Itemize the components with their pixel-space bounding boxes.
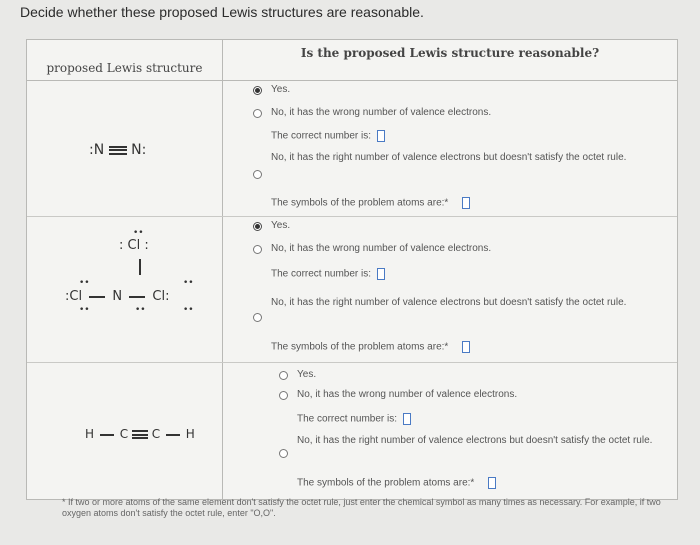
n2-formula bbox=[89, 142, 146, 158]
problem-atoms-row bbox=[271, 341, 470, 353]
table-header bbox=[27, 40, 677, 81]
col-header-structure: proposed Lewis structure bbox=[27, 40, 223, 80]
structure-n2 bbox=[27, 81, 223, 216]
lone-pair-side-right: : bbox=[165, 289, 170, 304]
radio-wrong-count[interactable] bbox=[253, 109, 262, 118]
left-cl-lone-pair-bottom: •• bbox=[79, 305, 90, 315]
top-chlorine bbox=[119, 238, 149, 253]
cl-right-symbol: Cl bbox=[152, 289, 166, 304]
structure-c2h2 bbox=[27, 363, 223, 500]
c2h2-formula bbox=[85, 427, 195, 441]
row-ncl3 bbox=[27, 217, 677, 363]
problem-atoms-label: The symbols of the problem atoms are:* bbox=[297, 477, 475, 489]
option-wrong-count-label: No, it has the wrong number of valence electrons. bbox=[271, 243, 492, 254]
c-right-symbol: C bbox=[151, 427, 161, 441]
problem-atoms-row bbox=[271, 197, 470, 209]
options-ncl3 bbox=[223, 217, 677, 362]
problem-atoms-label: The symbols of the problem atoms are:* bbox=[271, 341, 449, 353]
option-octet-label: No, it has the right number of valence electrons but doesn't satisfy the octet rule. bbox=[297, 435, 653, 446]
option-octet-label: No, it has the right number of valence electrons but doesn't satisfy the octet rule. bbox=[271, 152, 627, 163]
options-c2h2 bbox=[223, 363, 677, 500]
triple-bond-cc bbox=[132, 430, 148, 439]
page-title: Decide whether these proposed Lewis structures are reasonable. bbox=[20, 4, 424, 20]
correct-number-label: The correct number is: bbox=[297, 413, 398, 425]
lone-pair-left: : bbox=[119, 238, 124, 253]
lone-pair-side: : bbox=[65, 289, 70, 304]
n-center-symbol: N bbox=[112, 289, 123, 304]
single-bond-right bbox=[129, 296, 145, 298]
single-bond-left bbox=[89, 296, 105, 298]
ncl-bottom-row bbox=[65, 289, 169, 304]
n2-left-atom: :N bbox=[89, 142, 105, 158]
correct-number-input[interactable] bbox=[403, 413, 411, 425]
option-yes-label: Yes. bbox=[271, 84, 291, 95]
radio-wrong-count[interactable] bbox=[253, 245, 262, 254]
correct-number-input[interactable] bbox=[377, 130, 385, 142]
problem-atoms-input[interactable] bbox=[462, 197, 470, 209]
triple-bond bbox=[109, 146, 127, 155]
option-yes-label: Yes. bbox=[297, 369, 317, 380]
col-header-reasonable: Is the proposed Lewis structure reasonable? bbox=[300, 46, 600, 60]
h-left-symbol: H bbox=[85, 427, 95, 441]
cl-top-symbol: Cl bbox=[127, 238, 141, 253]
n2-right-atom: N: bbox=[131, 142, 147, 158]
single-bond-vertical bbox=[139, 259, 141, 275]
radio-wrong-count[interactable] bbox=[279, 391, 288, 400]
problem-atoms-row bbox=[297, 477, 496, 489]
left-cl-lone-pair-top: •• bbox=[79, 278, 90, 288]
lewis-table bbox=[26, 39, 678, 500]
row-c2h2 bbox=[27, 363, 677, 500]
radio-octet[interactable] bbox=[279, 449, 288, 458]
c-left-symbol: C bbox=[119, 427, 129, 441]
option-wrong-count-label: No, it has the wrong number of valence electrons. bbox=[297, 389, 518, 400]
correct-number-row bbox=[271, 268, 385, 280]
h-right-symbol: H bbox=[185, 427, 195, 441]
radio-yes[interactable] bbox=[253, 86, 262, 95]
problem-atoms-label: The symbols of the problem atoms are:* bbox=[271, 197, 449, 209]
correct-number-label: The correct number is: bbox=[271, 268, 372, 280]
single-bond-hc-left bbox=[100, 434, 114, 436]
problem-atoms-input[interactable] bbox=[462, 341, 470, 353]
option-octet-label: No, it has the right number of valence electrons but doesn't satisfy the octet rule. bbox=[271, 297, 627, 308]
radio-yes[interactable] bbox=[279, 371, 288, 380]
footnote: * If two or more atoms of the same element don't satisfy the octet rule, just enter the chemical symbol as many times as necessary. For example, if two oxygen atoms don't satisfy the octet rule, enter "O,O". bbox=[62, 497, 661, 518]
right-cl-lone-pair-bottom: •• bbox=[183, 305, 194, 315]
top-cl-lone-pair: •• bbox=[133, 228, 144, 238]
structure-ncl3 bbox=[27, 217, 223, 362]
radio-octet[interactable] bbox=[253, 313, 262, 322]
radio-octet[interactable] bbox=[253, 170, 262, 179]
correct-number-label: The correct number is: bbox=[271, 130, 372, 142]
correct-number-row bbox=[271, 130, 385, 142]
cl-left-symbol: Cl bbox=[69, 289, 83, 304]
single-bond-ch-right bbox=[166, 434, 180, 436]
option-yes-label: Yes. bbox=[271, 220, 291, 231]
right-cl-lone-pair-top: •• bbox=[183, 278, 194, 288]
options-n2 bbox=[223, 81, 677, 216]
row-n2 bbox=[27, 81, 677, 217]
lone-pair-right: : bbox=[144, 238, 149, 253]
problem-atoms-input[interactable] bbox=[488, 477, 496, 489]
radio-yes[interactable] bbox=[253, 222, 262, 231]
correct-number-row bbox=[297, 413, 411, 425]
n-lone-pair: •• bbox=[135, 305, 146, 315]
option-wrong-count-label: No, it has the wrong number of valence electrons. bbox=[271, 107, 492, 118]
correct-number-input[interactable] bbox=[377, 268, 385, 280]
